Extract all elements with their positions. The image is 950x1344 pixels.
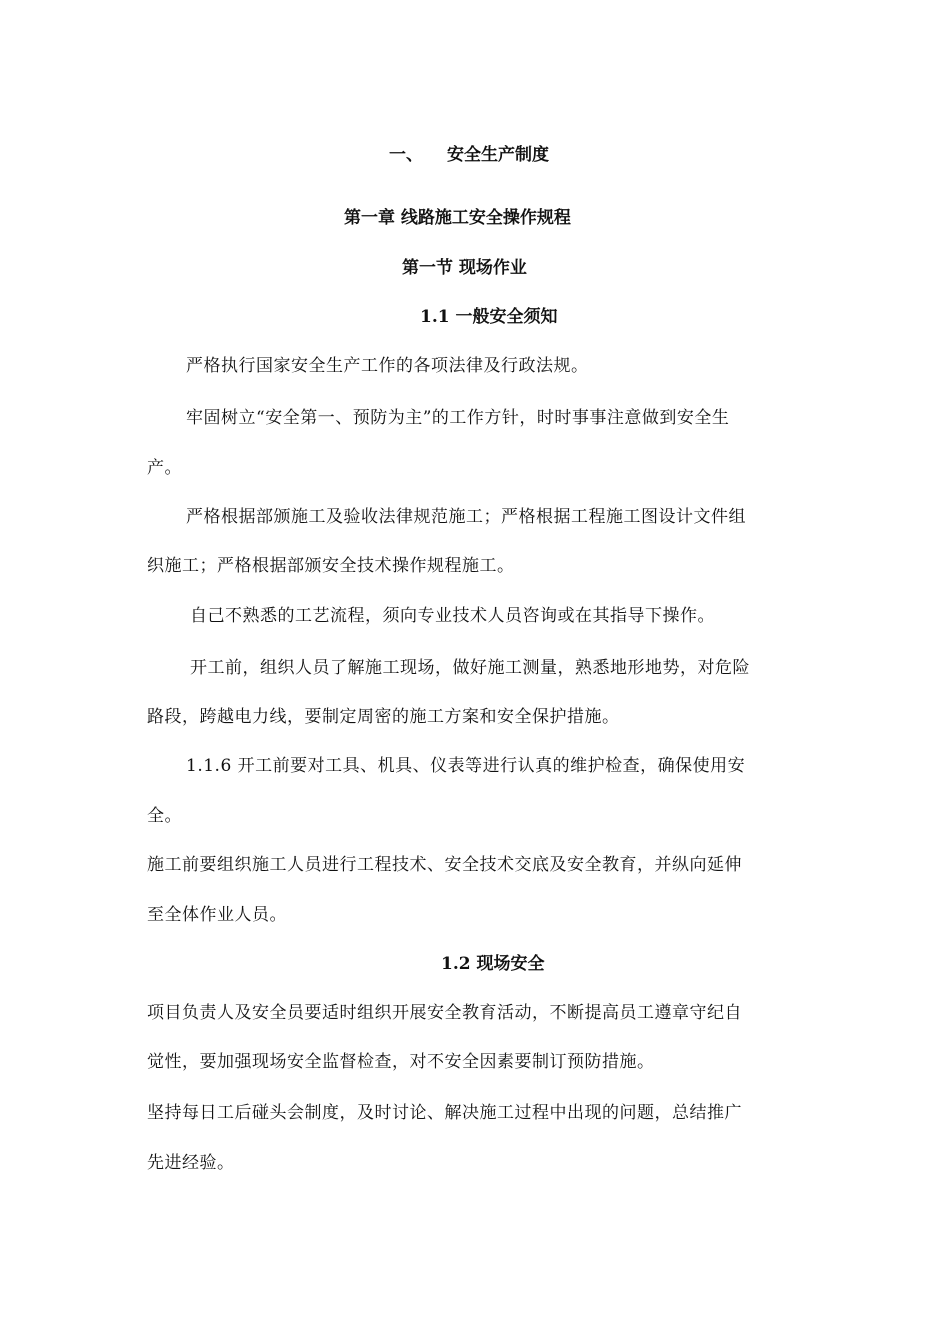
paragraph-line: 施工前要组织施工人员进行工程技术、安全技术交底及安全教育，并纵向延伸 bbox=[147, 855, 742, 875]
paragraph-line: 觉性，要加强现场安全监督检查，对不安全因素要制订预防措施。 bbox=[147, 1052, 655, 1072]
paragraph-line: 织施工；严格根据部颁安全技术操作规程施工。 bbox=[147, 556, 515, 576]
paragraph-line: 开工前，组织人员了解施工现场，做好施工测量，熟悉地形地势，对危险 bbox=[190, 658, 750, 678]
paragraph-line: 自己不熟悉的工艺流程，须向专业技术人员咨询或在其指导下操作。 bbox=[190, 606, 715, 626]
subsection-heading-1-1: 1.1 一般安全须知 bbox=[420, 307, 558, 327]
paragraph-line: 全。 bbox=[147, 806, 182, 826]
paragraph-line: 坚持每日工后碰头会制度，及时讨论、解决施工过程中出现的问题，总结推广 bbox=[147, 1103, 742, 1123]
paragraph-line: 项目负责人及安全员要适时组织开展安全教育活动，不断提高员工遵章守纪自 bbox=[147, 1003, 742, 1023]
paragraph-line: 严格根据部颁施工及验收法律规范施工；严格根据工程施工图设计文件组 bbox=[186, 507, 746, 527]
paragraph-line: 先进经验。 bbox=[147, 1153, 235, 1173]
paragraph-line: 至全体作业人员。 bbox=[147, 905, 287, 925]
paragraph-line: 严格执行国家安全生产工作的各项法律及行政法规。 bbox=[186, 356, 589, 376]
paragraph-line: 牢固树立“安全第一、预防为主”的工作方针，时时事事注意做到安全生 bbox=[186, 408, 730, 428]
section-heading: 第一节 现场作业 bbox=[402, 258, 527, 278]
chapter-heading: 第一章 线路施工安全操作规程 bbox=[344, 208, 571, 228]
title-number: 一、 bbox=[389, 145, 423, 165]
subsection-heading-1-2: 1.2 现场安全 bbox=[441, 954, 545, 974]
page-title: 安全生产制度 bbox=[447, 145, 549, 165]
paragraph-line: 1.1.6 开工前要对工具、机具、仪表等进行认真的维护检查，确保使用安 bbox=[186, 756, 746, 776]
paragraph-line: 路段，跨越电力线，要制定周密的施工方案和安全保护措施。 bbox=[147, 707, 620, 727]
paragraph-line: 产。 bbox=[147, 458, 182, 478]
